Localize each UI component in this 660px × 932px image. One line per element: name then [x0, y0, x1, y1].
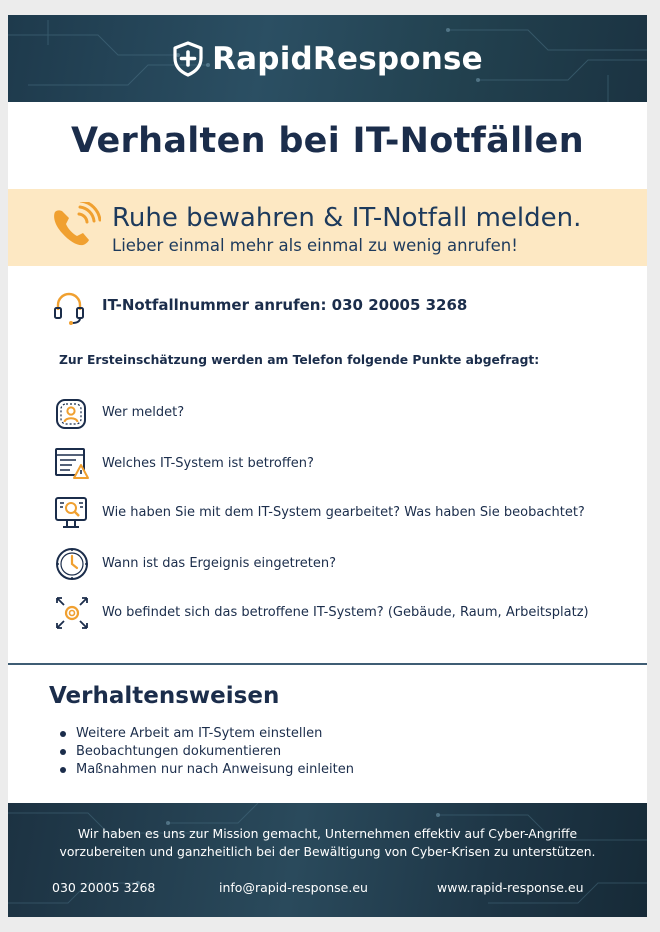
user-frame-icon — [54, 397, 88, 431]
conduct-title: Verhaltensweisen — [49, 683, 280, 709]
list-item: Weitere Arbeit am IT-Sytem einstellen — [60, 725, 354, 743]
brand-logo — [8, 15, 647, 102]
page-title: Verhalten bei IT-Notfällen — [71, 121, 584, 161]
system-warning-icon — [54, 446, 90, 482]
callout-band — [8, 189, 647, 266]
location-target-icon — [54, 595, 90, 631]
headset-icon — [52, 290, 86, 326]
phone-ringing-icon — [49, 202, 101, 252]
question-item: Wann ist das Ergeignis eingetreten? — [102, 556, 337, 571]
question-item: Wie haben Sie mit dem IT-System gearbeitet? Was haben Sie beobachtet? — [102, 505, 585, 520]
clock-icon — [54, 546, 90, 582]
question-item: Welches IT-System ist betroffen? — [102, 456, 314, 471]
header-banner — [8, 15, 647, 102]
mission-statement — [8, 825, 647, 861]
callout-headline: Ruhe bewahren & IT-Notfall melden. — [112, 203, 582, 233]
mission-line: Wir haben es uns zur Mission gemacht, Unternehmen effektiv auf Cyber-Angriffe — [77, 826, 578, 841]
hotline-text: IT-Notfallnummer anrufen: 030 20005 3268 — [102, 296, 468, 314]
question-item: Wer meldet? — [102, 405, 185, 420]
footer-website-link[interactable]: www.rapid-response.eu — [437, 880, 584, 895]
flyer-page — [8, 15, 647, 917]
footer-email-link[interactable]: info@rapid-response.eu — [219, 880, 368, 895]
intro-text: Zur Ersteinschätzung werden am Telefon folgende Punkte abgefragt: — [59, 353, 540, 367]
callout-subline: Lieber einmal mehr als einmal zu wenig anrufen! — [112, 236, 518, 255]
brand-name: RapidResponse — [212, 40, 483, 77]
list-item: Maßnahmen nur nach Anweisung einleiten — [60, 761, 354, 779]
list-item: Beobachtungen dokumentieren — [60, 743, 354, 761]
conduct-list — [60, 725, 354, 779]
footer — [8, 803, 647, 917]
footer-phone[interactable]: 030 20005 3268 — [52, 880, 156, 895]
section-divider — [8, 663, 647, 665]
mission-line: vorzubereiten und ganzheitlich bei der Bewältigung von Cyber-Krisen zu unterstützen. — [59, 844, 596, 859]
shield-plus-icon — [172, 41, 204, 77]
question-item: Wo befindet sich das betroffene IT-System? (Gebäude, Raum, Arbeitsplatz) — [102, 605, 589, 620]
monitor-search-icon — [54, 495, 90, 531]
